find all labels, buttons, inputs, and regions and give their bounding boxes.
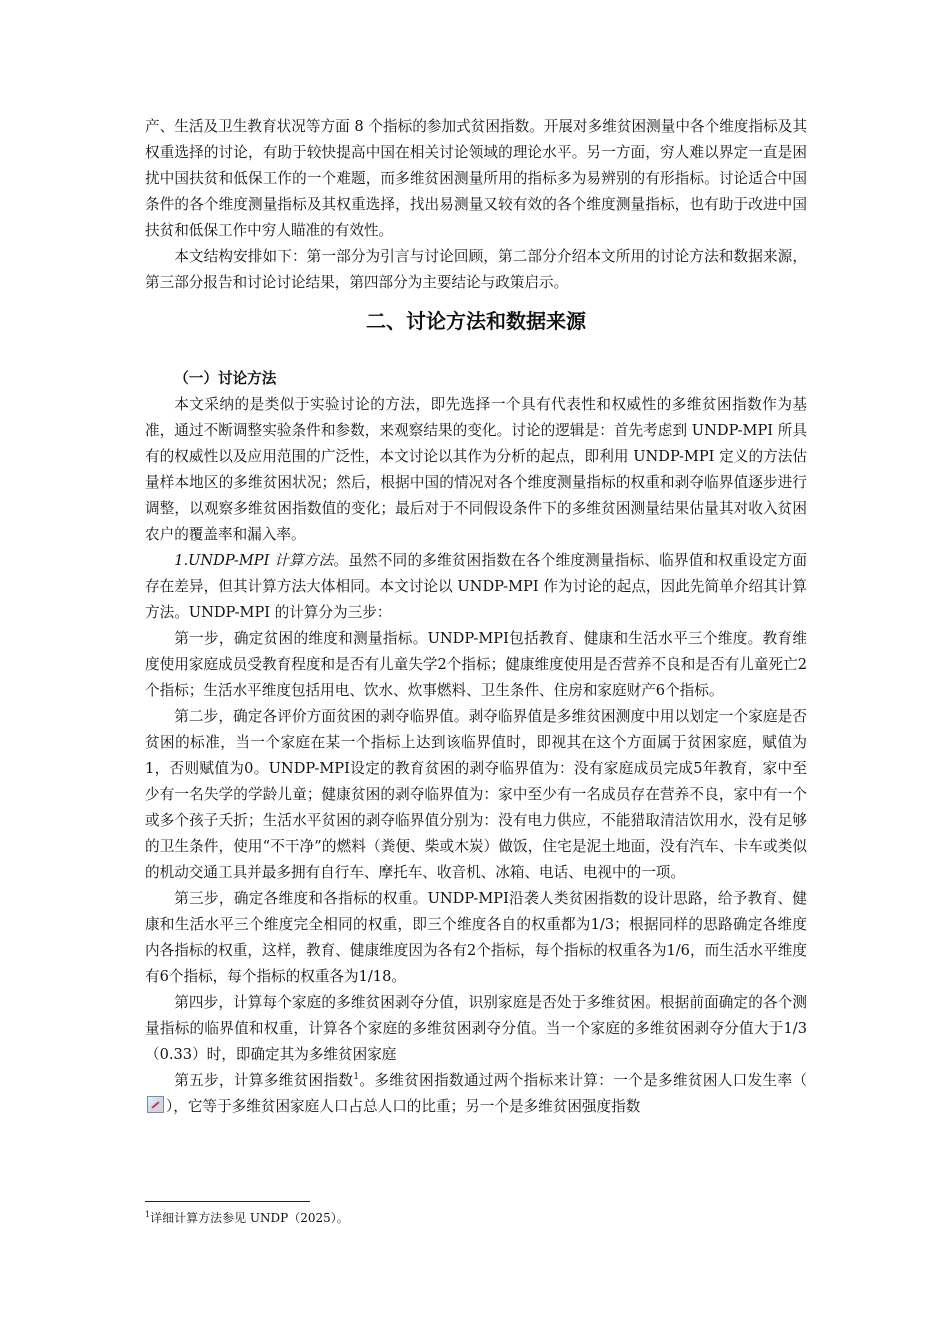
body-text (145, 114, 807, 1120)
paragraph: 产、生活及卫生教育状况等方面 8 个指标的参加式贫困指数。开展对多维贫困测量中各个维度指标及其权重选择的讨论，有助于较快提高中国在相关讨论领域的理论水平。另一方面，穷人难以界定一直是困扰中国扶贫和低保工作的一个难题，而多维贫困测量所用的指标多为易辨别的有形指标。讨论适合中国条件的各个维度测量指标及其权重选择，找出易测量又较有效的各个维度测量指标，也有助于改进中国扶贫和低保工作中穷人瞄准的有效性。 (145, 118, 807, 239)
footnote-divider (145, 1201, 310, 1202)
footnote (145, 1209, 807, 1227)
step-paragraph: 第三步，确定各维度和各指标的权重。UNDP-MPI沿袭人类贫困指数的设计思路，给予教育、健康和生活水平三个维度完全相同的权重，即三个维度各自的权重都为1/3；根据同样的思路确定各维度内各指标的权重，这样，教育、健康维度因为各有2个指标，每个指标的权重各为1/6，而生活水平维度有6个指标，每个指标的权重各为1/18。 (145, 890, 807, 985)
footnote-text: 详细计算方法参见 UNDP（2025）。 (150, 1211, 349, 1225)
broken-image-icon (147, 1096, 164, 1113)
paragraph: 本文采纳的是类似于实验讨论的方法，即先选择一个具有代表性和权威性的多维贫困指数作为基准，通过不断调整实验条件和参数，来观察结果的变化。讨论的逻辑是：首先考虑到 UNDP-MPI 所具有的权威性以及应用范围的广泛性，本文讨论以其作为分析的起点，即利用 UNDP-MPI 定义的方法估量样本地区的多维贫困状况；然后，根据中国的情况对各个维度测量指标的权重和剥夺临界值逐步进行调整，以观察多维贫困指数值的变化；最后对于不同假设条件下的多维贫困测量结果估量其对收入贫困农户的覆盖率和漏入率。 (145, 396, 807, 543)
step-paragraph: 第四步，计算每个家庭的多维贫困剥夺分值，识别家庭是否处于多维贫困。根据前面确定的各个测量指标的临界值和权重，计算各个家庭的多维贫困剥夺分值。当一个家庭的多维贫困剥夺分值大于1/3（0.33）时，即确定其为多维贫困家庭 (145, 994, 807, 1063)
step-paragraph: 第二步，确定各评价方面贫困的剥夺临界值。剥夺临界值是多维贫困测度中用以划定一个家庭是否贫困的标准，当一个家庭在某一个指标上达到该临界值时，即视其在这个方面属于贫困家庭，赋值为1，否则赋值为0。UNDP-MPI设定的教育贫困的剥夺临界值为：没有家庭成员完成5年教育，家中至少有一名失学的学龄儿童；健康贫困的剥夺临界值为：家中至少有一名成员存在营养不良，家中有一个或多个孩子夭折；生活水平贫困的剥夺临界值分别为：没有电力供应，不能猎取清洁饮用水，没有足够的卫生条件，使用“不干净”的燃料（粪便、柴或木炭）做饭，住宅是泥土地面，没有汽车、卡车或类似的机动交通工具并最多拥有自行车、摩托车、收音机、冰箱、电话、电视中的一项。 (145, 708, 807, 881)
step5-text: 。多维贫困指数通过两个指标来计算：一个是多维贫困人口发生率（ (359, 1072, 807, 1089)
calc-method-lead: 1.UNDP-MPI 计算方法 (174, 552, 334, 569)
section-title: 二、讨论方法和数据来源 (366, 309, 586, 333)
subsection-title: （一）讨论方法 (174, 370, 277, 387)
footnote-marker[interactable]: 1 (353, 1072, 360, 1083)
step-paragraph (145, 1068, 807, 1120)
step5-text: 第五步，计算多维贫困指数 (174, 1072, 354, 1089)
paragraph (145, 548, 807, 626)
step-paragraph: 第一步，确定贫困的维度和测量指标。UNDP-MPI包括教育、健康和生活水平三个维度。教育维度使用家庭成员受教育程度和是否有儿童失学2个指标；健康维度使用是否营养不良和是否有儿童死亡2个指标；生活水平维度包括用电、饮水、炊事燃料、卫生条件、住房和家庭财产6个指标。 (145, 630, 807, 699)
step5-text: ），它等于多维贫困家庭人口占总人口的比重；另一个是多维贫困强度指数 (166, 1098, 641, 1115)
paragraph: 本文结构安排如下：第一部分为引言与讨论回顾，第二部分介绍本文所用的讨论方法和数据来源，第三部分报告和讨论讨论结果，第四部分为主要结论与政策启示。 (145, 248, 807, 291)
footnote-mark: 1 (145, 1210, 151, 1219)
calc-method-text: 。虽然不同的多维贫困指数在各个维度测量指标、临界值和权重设定方面存在差异，但其计算方法大体相同。本文讨论以 UNDP-MPI 作为讨论的起点，因此先简单介绍其计算方法。UNDP-MPI 的计算分为三步： (145, 552, 807, 621)
